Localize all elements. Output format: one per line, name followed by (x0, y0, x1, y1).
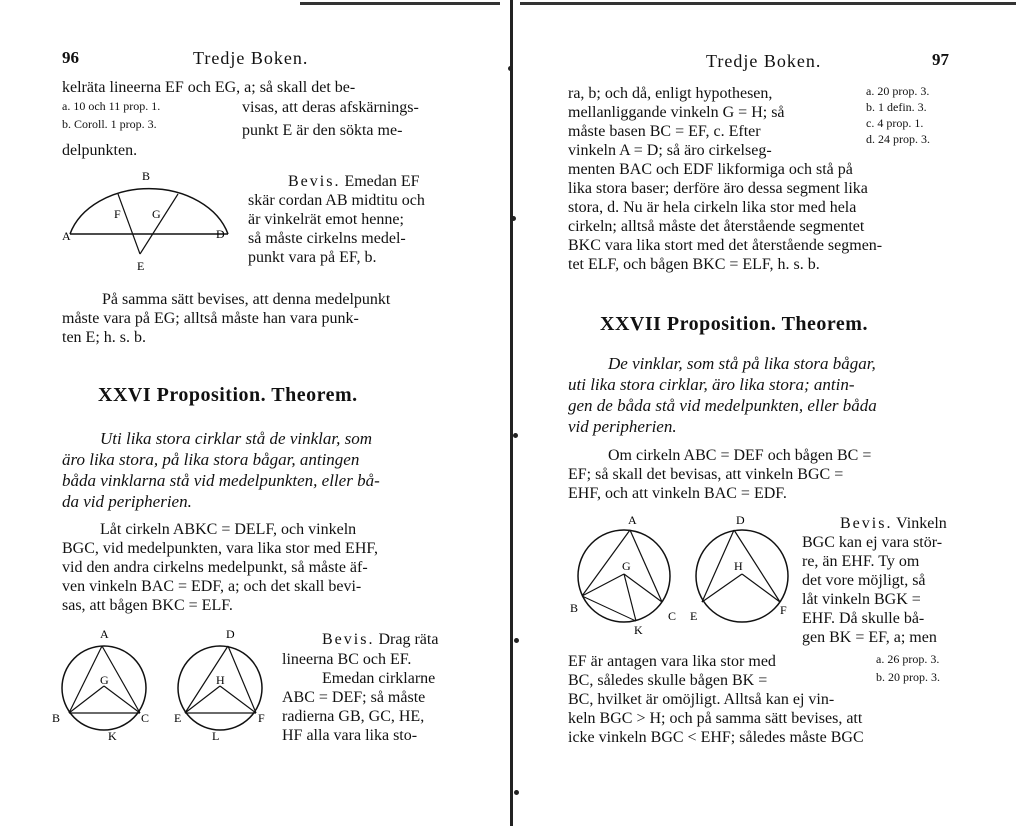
proof-line: ven vinkeln BAC = EDF, a; och det skall bevi- (62, 578, 362, 595)
right-page (510, 0, 1016, 826)
label-e: E (690, 609, 698, 623)
proof-line: sas, att bågen BKC = ELF. (62, 597, 233, 614)
page-number: 97 (932, 50, 949, 69)
margin-note: a. 20 prop. 3. (866, 84, 930, 98)
proof-line: Om cirkeln ABC = DEF och bågen BC = (608, 447, 872, 464)
intro-line: delpunkten. (62, 142, 138, 159)
proof-line: EHF, och att vinkeln BAC = EDF. (568, 485, 787, 502)
proof-line: Låt cirkeln ABKC = DELF, och vinkeln (100, 521, 357, 538)
label-g: G (152, 207, 161, 221)
running-head: Tredje Boken. (193, 48, 309, 68)
label-a: A (100, 627, 109, 641)
bevis-line: låt vinkeln BGK = (802, 591, 921, 608)
theorem-line: äro lika stora, på lika stora bågar, antingen (62, 450, 360, 469)
top-line: stora, d. Nu är hela cirkeln lika stor med hela (568, 199, 857, 216)
bevis2-line: lineerna BC och EF. (282, 651, 412, 668)
bevis-line: skär cordan AB midtitu och (248, 192, 425, 209)
label-c: C (141, 711, 150, 725)
bevis-line: punkt vara på EF, b. (248, 249, 377, 266)
label-b: B (52, 711, 61, 725)
bottom-line: keln BGC > H; och på samma sätt bevises, att (568, 710, 863, 727)
label-e: E (174, 711, 182, 725)
label-f: F (258, 711, 265, 725)
top-line: menten BAC och EDF likformiga och stå på (568, 161, 853, 178)
theorem-line: Uti lika stora cirklar stå de vinklar, som (100, 429, 372, 448)
bevis-line: BGC kan ej vara stör- (802, 534, 943, 551)
label-h: H (216, 673, 225, 687)
label-d: D (216, 227, 225, 241)
margin-note: b. 1 defin. 3. (866, 100, 927, 114)
theorem-line: gen de båda stå vid medelpunkten, eller båda (568, 396, 877, 415)
label-g: G (622, 559, 631, 573)
top-line: lika stora baser; derföre äro dessa segment lika (568, 180, 868, 197)
theorem-line: De vinklar, som stå på lika stora bågar, (608, 354, 876, 373)
bevis2-line: ABC = DEF; så måste (282, 689, 426, 706)
figure-two-circles (52, 624, 277, 746)
page-number: 96 (62, 48, 79, 67)
label-a: A (62, 229, 71, 243)
intro-line: kelräta lineerna EF och EG, a; så skall det be- (62, 79, 356, 96)
bottom-line: icke vinkeln BGC < EHF; således måste BGC (568, 729, 864, 746)
top-line: mellanliggande vinkeln G = H; så (568, 104, 785, 121)
top-line: måste basen BC = EF, c. Efter (568, 123, 761, 140)
margin-note: a. 10 och 11 prop. 1. (62, 99, 161, 113)
same-way-line: måste vara på EG; alltså måste han vara punk- (62, 310, 359, 327)
margin-note: b. 20 prop. 3. (876, 670, 940, 684)
proposition-title: XXVII Proposition. Theorem. (600, 313, 868, 335)
left-page (0, 0, 500, 826)
intro-line: punkt E är den sökta me- (242, 122, 403, 139)
label-d: D (736, 513, 745, 527)
label-b: B (570, 601, 579, 615)
bottom-line: BC, således skulle bågen BK = (568, 672, 768, 689)
label-h: H (734, 559, 743, 573)
proof-line: BGC, vid medelpunkten, vara lika stor med EHF, (62, 540, 378, 557)
label-g: G (100, 673, 109, 687)
bevis2-line: Emedan cirklarne (322, 670, 436, 687)
label-e: E (137, 259, 145, 273)
margin-note: a. 26 prop. 3. (876, 652, 940, 666)
bevis-line: är vinkelrät emot henne; (248, 211, 404, 228)
bevis-line: EHF. Då skulle bå- (802, 610, 925, 627)
intro-line: visas, att deras afskärnings- (242, 99, 419, 116)
bevis-line: det vore möjligt, så (802, 572, 926, 589)
top-line: cirkeln; alltså måste det återstående segmentet (568, 218, 865, 235)
theorem-line: da vid peripherien. (62, 492, 192, 511)
bevis-line: re, än EHF. Ty om (802, 553, 920, 570)
label-k: K (108, 729, 117, 743)
figure-two-circles (566, 510, 800, 638)
margin-note: d. 24 prop. 3. (866, 132, 930, 146)
label-f: F (780, 603, 787, 617)
figure-arc (70, 189, 228, 234)
theorem-line: vid peripherien. (568, 417, 677, 436)
proof-line: EF; så skall det bevisas, att vinkeln BGC = (568, 466, 844, 483)
top-line: BKC vara lika stort med det återstående segmen- (568, 237, 883, 254)
label-a: A (628, 513, 637, 527)
bottom-line: EF är antagen vara lika stor med (568, 653, 776, 670)
same-way-line: ten E; h. s. b. (62, 329, 146, 346)
margin-note: b. Coroll. 1 prop. 3. (62, 117, 157, 131)
proposition-title: XXVI Proposition. Theorem. (98, 384, 358, 406)
proof-line: vid den andra cirkelns medelpunkt, så måste äf- (62, 559, 368, 576)
label-b: B (142, 169, 151, 183)
top-line: tet ELF, och bågen BKC = ELF, h. s. b. (568, 256, 820, 273)
label-l: L (212, 729, 220, 743)
bevis-line: gen BK = EF, a; men (802, 629, 937, 646)
bevis-line: så måste cirkelns medel- (248, 230, 406, 247)
bevis-line: Bevis. Vinkeln (840, 515, 947, 532)
bevis-line: Bevis. Emedan EF (288, 173, 420, 190)
bottom-line: BC, hvilket är omöjligt. Alltså kan ej vin- (568, 691, 835, 708)
bevis2-line: radierna GB, GC, HE, (282, 708, 425, 725)
margin-note: c. 4 prop. 1. (866, 116, 924, 130)
label-c: C (668, 609, 677, 623)
top-line: ra, b; och då, enligt hypothesen, (568, 85, 773, 102)
label-d: D (226, 627, 235, 641)
same-way-line: På samma sätt bevises, att denna medelpunkt (102, 291, 391, 308)
figure-segment-ab (58, 166, 238, 276)
theorem-line: uti lika stora cirklar, äro lika stora; antin- (568, 375, 855, 394)
theorem-line: båda vinklarna stå vid medelpunkten, eller bå- (62, 471, 380, 490)
bevis2-line: HF alla vara lika sto- (282, 727, 418, 744)
label-k: K (634, 623, 643, 637)
bevis2-line: Bevis. Drag räta (322, 631, 439, 648)
top-line: vinkeln A = D; så äro cirkelseg- (568, 142, 772, 159)
label-f: F (114, 207, 121, 221)
running-head: Tredje Boken. (706, 51, 822, 71)
